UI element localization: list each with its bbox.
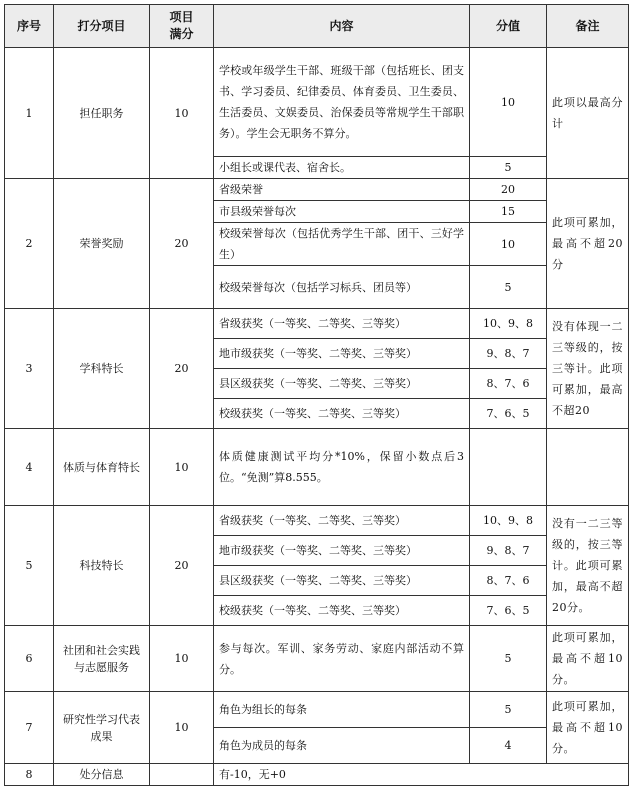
cell-content: 市县级荣誉每次	[214, 201, 470, 223]
cell-content: 有-10，无+0	[214, 764, 629, 786]
cell-score: 5	[470, 692, 547, 728]
cell-note: 此项可累加，最高不超20分	[547, 179, 629, 309]
cell-content: 省级获奖（一等奖、二等奖、三等奖）	[214, 309, 470, 339]
cell-content: 省级荣誉	[214, 179, 470, 201]
cell-score: 7、6、5	[470, 399, 547, 429]
cell-seq: 1	[5, 48, 54, 179]
cell-seq: 6	[5, 626, 54, 692]
cell-max: 10	[150, 48, 214, 179]
cell-max: 20	[150, 179, 214, 309]
table-row	[5, 692, 629, 728]
cell-score-empty	[470, 429, 547, 506]
cell-score: 8、7、6	[470, 566, 547, 596]
cell-score: 20	[470, 179, 547, 201]
table-row	[5, 179, 629, 201]
cell-item: 研究性学习代表成果	[54, 692, 150, 764]
cell-score: 9、8、7	[470, 339, 547, 369]
cell-item: 学科特长	[54, 309, 150, 429]
table-row	[5, 429, 629, 506]
cell-content: 小组长或课代表、宿舍长。	[214, 157, 470, 179]
cell-score: 4	[470, 728, 547, 764]
cell-note: 此项可累加，最高不超10分。	[547, 692, 629, 764]
cell-max-empty	[150, 764, 214, 786]
table-row	[5, 309, 629, 339]
table-row	[5, 626, 629, 692]
cell-seq: 3	[5, 309, 54, 429]
cell-item: 体质与体育特长	[54, 429, 150, 506]
cell-content: 校级获奖（一等奖、二等奖、三等奖）	[214, 596, 470, 626]
cell-item: 荣誉奖励	[54, 179, 150, 309]
cell-score: 7、6、5	[470, 596, 547, 626]
cell-note-empty	[547, 429, 629, 506]
cell-score: 15	[470, 201, 547, 223]
cell-seq: 2	[5, 179, 54, 309]
cell-content: 角色为成员的每条	[214, 728, 470, 764]
table-row	[5, 506, 629, 536]
cell-score: 10、9、8	[470, 309, 547, 339]
cell-content: 角色为组长的每条	[214, 692, 470, 728]
cell-seq: 4	[5, 429, 54, 506]
header-content: 内容	[214, 5, 470, 48]
scoring-table	[4, 4, 629, 786]
cell-score: 8、7、6	[470, 369, 547, 399]
cell-item: 社团和社会实践与志愿服务	[54, 626, 150, 692]
cell-score: 5	[470, 626, 547, 692]
header-note: 备注	[547, 5, 629, 48]
cell-max: 20	[150, 309, 214, 429]
cell-content: 地市级获奖（一等奖、二等奖、三等奖）	[214, 339, 470, 369]
cell-max: 10	[150, 626, 214, 692]
cell-score: 10	[470, 223, 547, 266]
cell-content: 学校或年级学生干部、班级干部（包括班长、团支书、学习委员、纪律委员、体育委员、卫生委员、生活委员、文娱委员、治保委员等常规学生干部职务）。学生会无职务不算分。	[214, 48, 470, 157]
header-row	[5, 5, 629, 48]
cell-content: 参与每次。军训、家务劳动、家庭内部活动不算分。	[214, 626, 470, 692]
cell-item: 处分信息	[54, 764, 150, 786]
cell-max: 10	[150, 692, 214, 764]
cell-score: 9、8、7	[470, 536, 547, 566]
cell-note: 此项以最高分计	[547, 48, 629, 179]
cell-content: 校级获奖（一等奖、二等奖、三等奖）	[214, 399, 470, 429]
cell-content: 校级荣誉每次（包括优秀学生干部、团干、三好学生）	[214, 223, 470, 266]
table-row	[5, 48, 629, 157]
cell-content: 体质健康测试平均分*10%，保留小数点后3位。“免测”算8.555。	[214, 429, 470, 506]
cell-seq: 5	[5, 506, 54, 626]
cell-item: 科技特长	[54, 506, 150, 626]
cell-seq: 8	[5, 764, 54, 786]
cell-content: 县区级获奖（一等奖、二等奖、三等奖）	[214, 566, 470, 596]
header-score: 分值	[470, 5, 547, 48]
cell-note: 此项可累加，最高不超10分。	[547, 626, 629, 692]
cell-content: 县区级获奖（一等奖、二等奖、三等奖）	[214, 369, 470, 399]
table-row	[5, 764, 629, 786]
header-seq: 序号	[5, 5, 54, 48]
cell-score: 10	[470, 48, 547, 157]
header-max: 项目满分	[150, 5, 214, 48]
cell-item: 担任职务	[54, 48, 150, 179]
cell-note: 没有一二三等级的，按三等计。此项可累加，最高不超20分。	[547, 506, 629, 626]
cell-content: 省级获奖（一等奖、二等奖、三等奖）	[214, 506, 470, 536]
cell-content: 校级荣誉每次（包括学习标兵、团员等）	[214, 266, 470, 309]
cell-max: 10	[150, 429, 214, 506]
cell-max: 20	[150, 506, 214, 626]
cell-note: 没有体现一二三等级的，按三等计。此项可累加，最高不超20	[547, 309, 629, 429]
cell-content: 地市级获奖（一等奖、二等奖、三等奖）	[214, 536, 470, 566]
cell-seq: 7	[5, 692, 54, 764]
header-item: 打分项目	[54, 5, 150, 48]
cell-score: 5	[470, 157, 547, 179]
cell-score: 5	[470, 266, 547, 309]
cell-score: 10、9、8	[470, 506, 547, 536]
